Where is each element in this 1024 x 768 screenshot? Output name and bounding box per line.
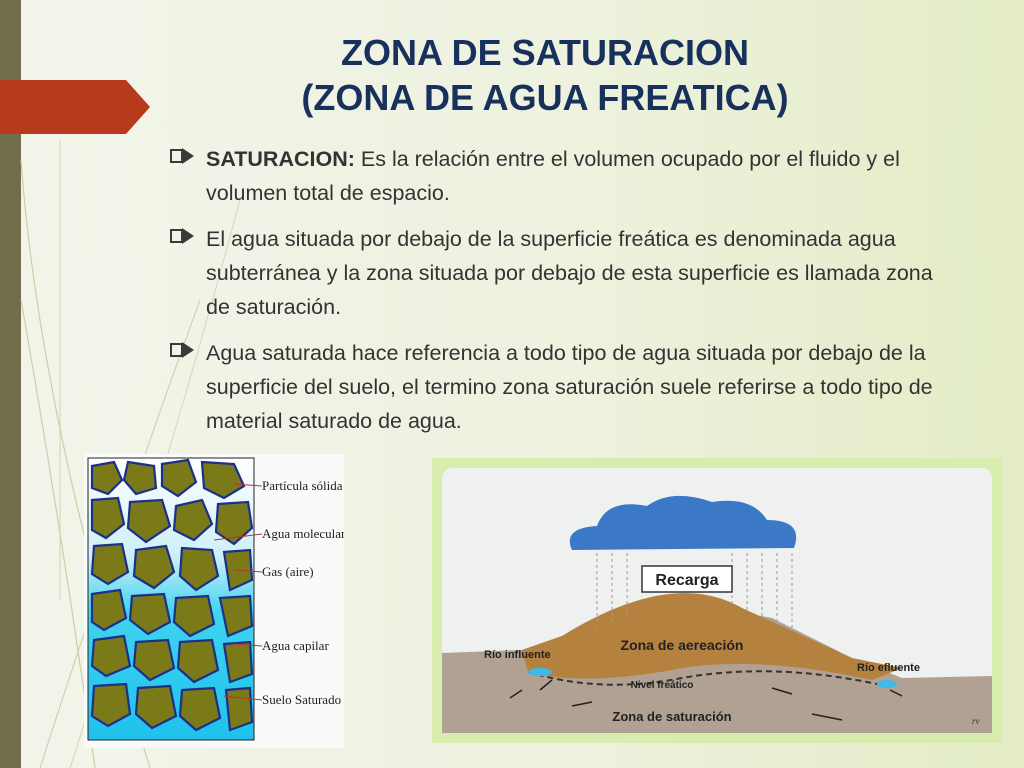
title-line-1: ZONA DE SATURACION — [341, 32, 749, 73]
label-particula-solida: Partícula sólida — [262, 478, 343, 493]
bullet-agua-subterranea — [170, 222, 950, 324]
label-zona-saturacion: Zona de saturación — [612, 709, 732, 724]
page-title — [225, 30, 865, 120]
bullet-saturacion — [170, 142, 950, 210]
figure-credit: rv — [972, 716, 980, 726]
arrow-bullet-icon — [170, 341, 196, 359]
label-nivel-freatico: Nivel freático — [630, 680, 694, 691]
bullet-text: El agua situada por debajo de la superficie freática es denominada agua subterránea y la zona situada por debajo de esta superficie es llamada zona de saturación. — [206, 227, 933, 319]
bullet-term: SATURACION: — [206, 147, 355, 171]
bullet-text: Agua saturada hace referencia a todo tipo de agua situada por debajo de la superficie del suelo, el termino zona saturación suele referirse a todo tipo de material saturado de agua. — [206, 341, 933, 433]
bullet-agua-saturada — [170, 336, 950, 438]
aquifer-diagram — [432, 458, 1002, 743]
label-suelo-saturado: Suelo Saturado — [262, 692, 342, 707]
label-zona-aereacion: Zona de aereación — [620, 637, 744, 653]
bullet-text: Es la relación entre el volumen ocupado por el fluido y el volumen total de espacio. — [206, 147, 900, 205]
soil-particles-figure — [84, 454, 344, 748]
arrow-bullet-icon — [170, 147, 196, 165]
label-agua-molecular: Agua molecular — [262, 526, 344, 541]
label-recarga: Recarga — [655, 572, 719, 589]
label-rio-influente: Río influente — [484, 649, 551, 661]
bullet-list — [170, 142, 950, 450]
title-line-2: (ZONA DE AGUA FREATICA) — [301, 77, 789, 118]
label-agua-capilar: Agua capilar — [262, 638, 329, 653]
label-gas-aire: Gas (aire) — [262, 564, 314, 579]
label-rio-efluente: Río efluente — [857, 662, 920, 674]
arrow-bullet-icon — [170, 227, 196, 245]
title-arrow-tab — [0, 80, 150, 134]
